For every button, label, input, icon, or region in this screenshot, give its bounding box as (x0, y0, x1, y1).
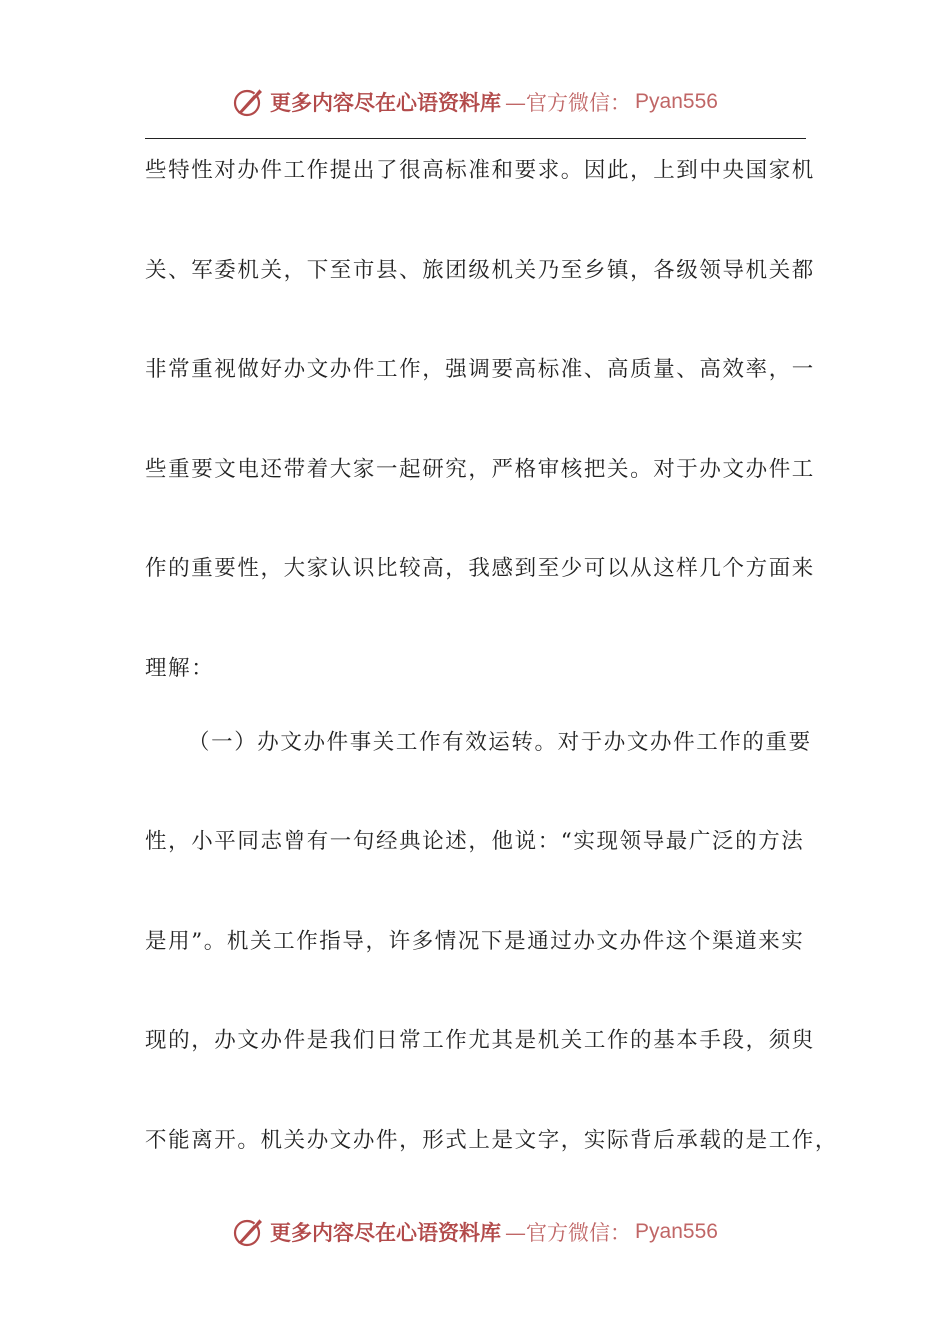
body-line: 理解： (145, 655, 215, 681)
body-line: 性，小平同志曾有一句经典论述，他说：“实现领导最广泛的方法 (145, 829, 805, 854)
document-body (145, 148, 839, 1217)
pen-logo-icon (232, 1215, 266, 1249)
header-wechat-id: Pyan556 (635, 90, 718, 113)
header-wechat-label: —官方微信： (505, 91, 632, 115)
header-banner (0, 82, 950, 122)
body-line: 现的，办文办件是我们日常工作尤其是机关工作的基本手段，须臾 (145, 1028, 815, 1053)
body-line: 非常重视做好办文办件工作，强调要高标准、高质量、高效率，一 (145, 357, 815, 382)
header-brand-text: 更多内容尽在心语资料库 (270, 90, 502, 115)
footer-brand-text: 更多内容尽在心语资料库 (270, 1220, 502, 1245)
body-line: 是用”。机关工作指导，许多情况下是通过办文办件这个渠道来实 (145, 928, 805, 954)
body-line: 关、军委机关，下至市县、旅团级机关乃至乡镇，各级领导机关都 (145, 257, 815, 283)
body-line: 不能离开。机关办文办件，形式上是文字，实际背后承载的是工作， (145, 1127, 839, 1153)
footer-wechat-id: Pyan556 (635, 1220, 718, 1243)
body-line: 作的重要性，大家认识比较高，我感到至少可以从这样几个方面来 (145, 556, 815, 581)
footer-banner (0, 1212, 950, 1252)
header-divider (145, 138, 806, 139)
body-line-paragraph-start: （一）办文办件事关工作有效运转。对于办文办件工作的重要 (188, 729, 812, 755)
body-line: 些特性对办件工作提出了很高标准和要求。因此，上到中央国家机 (145, 158, 815, 183)
pen-logo-icon (232, 85, 266, 119)
body-line: 些重要文电还带着大家一起研究，严格审核把关。对于办文办件工 (145, 456, 815, 482)
footer-wechat-label: —官方微信： (505, 1221, 632, 1245)
